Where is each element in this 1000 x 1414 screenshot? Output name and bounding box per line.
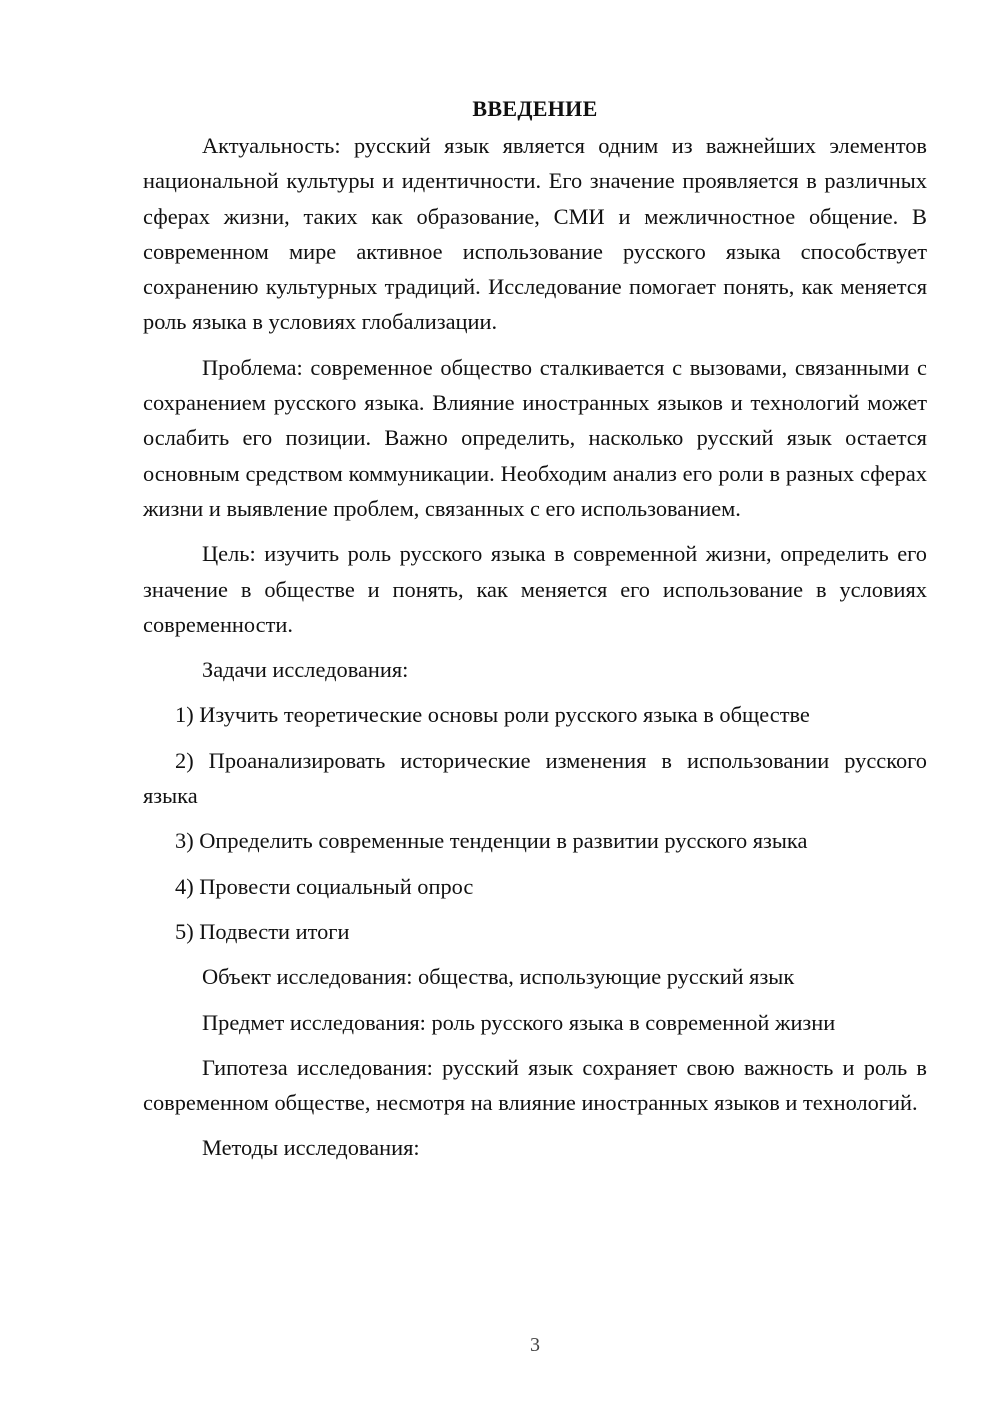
page-number: 3 [530,1334,540,1356]
goal-paragraph: Цель: изучить роль русского языка в современной жизни, определить его значение в обществе и понять, как меняется его использование в условиях современности. [143,541,927,637]
relevance-paragraph: Актуальность: русский язык является одним из важнейших элементов национальной культуры и идентичности. Его значение проявляется в различных сферах жизни, таких как образование, СМИ и межличностное общение. В современном мире активное использование русского языка способствует сохранению культурных традиций. Исследование помогает понять, как меняется роль языка в условиях глобализации. [143,133,927,335]
problem-paragraph: Проблема: современное общество сталкивается с вызовами, связанными с сохранением русского языка. Влияние иностранных языков и технологий может ослабить его позиции. Важно определить, насколько русский язык остается основным средством коммуникации. Необходим анализ его роли в разных сферах жизни и выявление проблем, связанных с его использованием. [143,354,927,521]
section-title: ВВЕДЕНИЕ [472,96,598,121]
hypothesis-paragraph: Гипотеза исследования: русский язык сохраняет свою важность и роль в современном обществе, несмотря на влияние иностранных языков и технологий. [143,1054,927,1116]
object-paragraph: Объект исследования: общества, использующие русский язык [202,964,795,990]
tasks-heading: Задачи исследования: [202,657,409,683]
task-item: 3) Определить современные тенденции в развитии русского языка [175,828,808,854]
subject-paragraph: Предмет исследования: роль русского языка в современной жизни [202,1009,836,1035]
methods-heading: Методы исследования: [202,1135,420,1161]
document-page [143,94,927,1176]
task-item: 5) Подвести итоги [175,918,350,944]
task-item: 1) Изучить теоретические основы роли русского языка в обществе [175,702,810,728]
task-item: 2) Проанализировать исторические изменения в использовании русского языка [143,747,927,809]
task-item: 4) Провести социальный опрос [175,873,474,899]
